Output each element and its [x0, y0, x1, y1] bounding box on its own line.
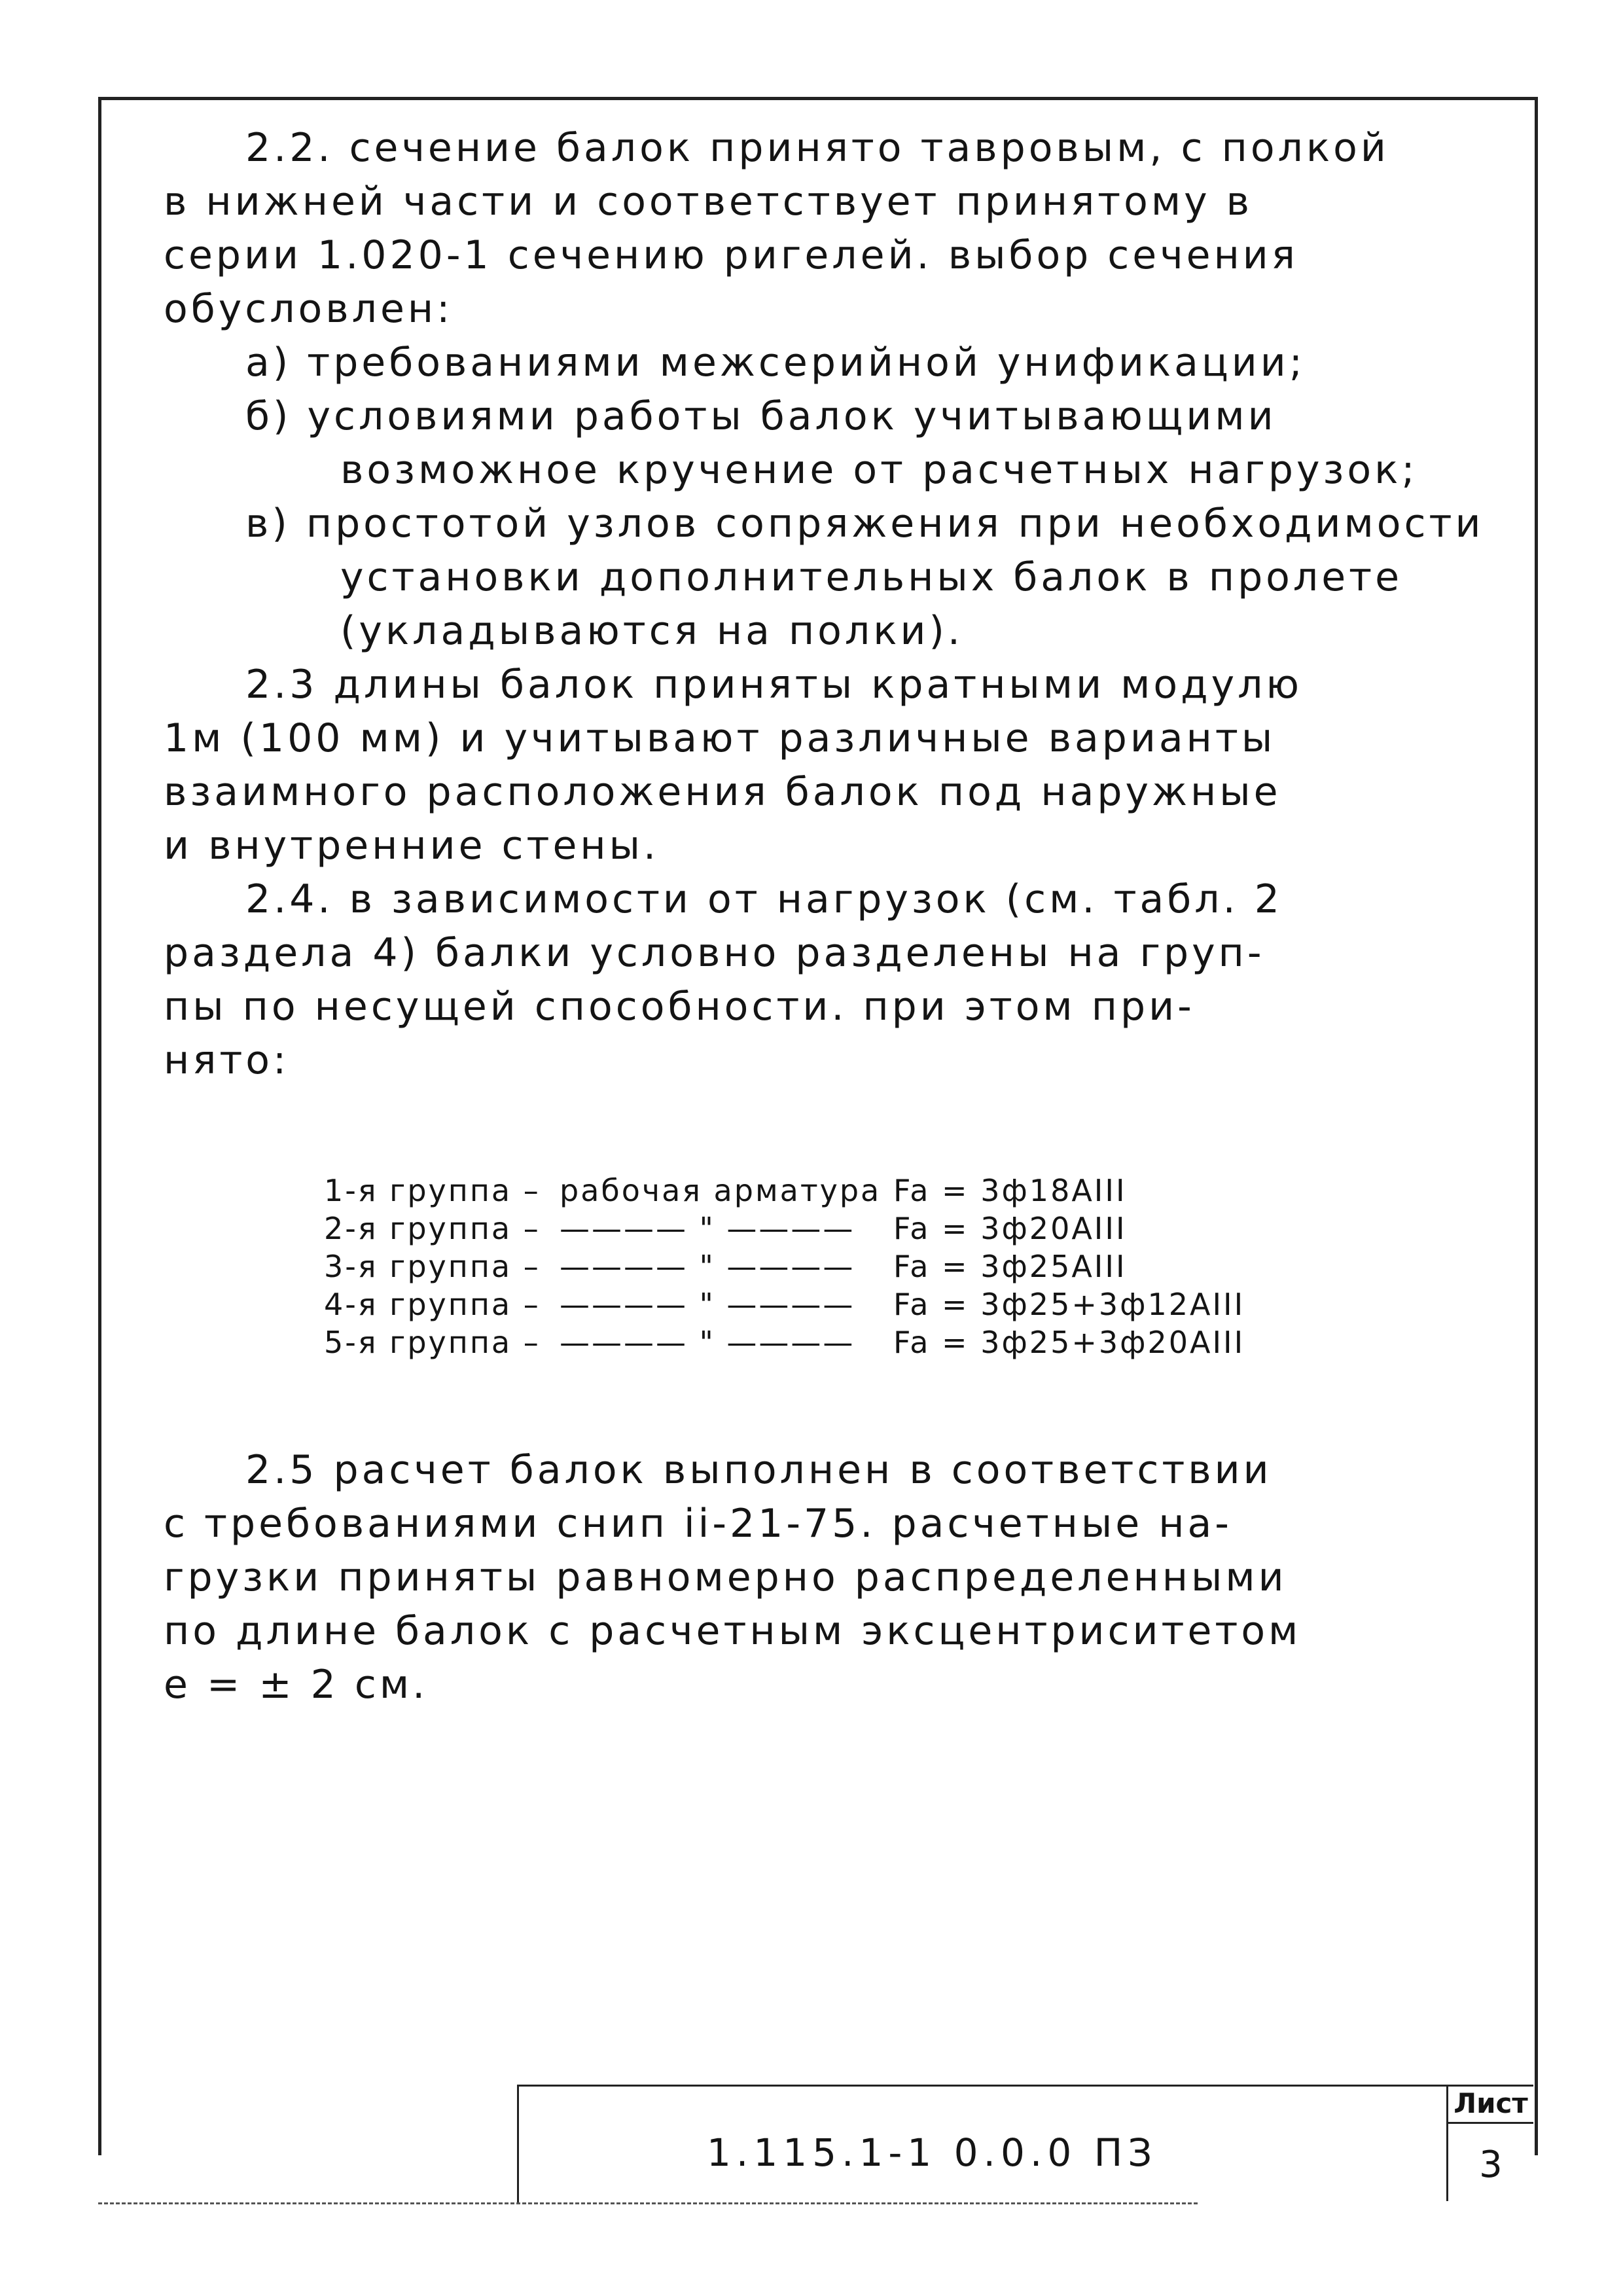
p23-line4: и внутренние стены. — [164, 823, 660, 869]
group-name: 3-я группа – — [324, 1249, 541, 1284]
p24-line1: 2.4. в зависимости от нагрузок (см. табл. 2 — [245, 876, 1283, 922]
list-item-a: а) требованиями межсерийной унификации; — [245, 340, 1306, 386]
group-formula: Fa = 3ф25+3ф20АIII — [893, 1325, 1245, 1360]
section-2-5 — [164, 1443, 1486, 1712]
sheet-cell — [1446, 2085, 1533, 2201]
group-formula: Fa = 3ф25+3ф12АIII — [893, 1287, 1245, 1322]
document-code: 1.115.1-1 0.0.0 ПЗ — [707, 2130, 1158, 2175]
p25-line4: по длине балок с расчетным эксцентриситетом — [164, 1608, 1302, 1654]
p25-line5: е = ± 2 см. — [164, 1662, 429, 1708]
p23-line2: 1м (100 мм) и учитывают различные варианты — [164, 715, 1276, 761]
group-row — [324, 1210, 1286, 1247]
p22-line3: серии 1.020-1 сечению ригелей. выбор сечения — [164, 232, 1298, 278]
sheet-number: 3 — [1479, 2144, 1503, 2186]
sheet-label: Лист — [1448, 2087, 1533, 2124]
group-name: 2-я группа – — [324, 1211, 541, 1246]
p24-line3: пы по несущей способности. при этом при- — [164, 984, 1195, 1030]
group-name: 5-я группа – — [324, 1325, 541, 1360]
group-name: 1-я группа – — [324, 1173, 541, 1208]
p24-line2: раздела 4) балки условно разделены на груп- — [164, 930, 1265, 976]
group-description: ———— " ———— — [560, 1325, 855, 1360]
p22-line2: в нижней части и соответствует принятому в — [164, 179, 1253, 224]
group-formula: Fa = 3ф20АIII — [893, 1211, 1127, 1246]
p24-line4: нято: — [164, 1037, 290, 1083]
section-2-2 — [164, 121, 1486, 1087]
group-row — [324, 1172, 1286, 1210]
group-description: ———— " ———— — [560, 1211, 855, 1246]
group-description: рабочая арматура — [560, 1173, 882, 1208]
p25-line3: грузки приняты равномерно распределенными — [164, 1554, 1287, 1600]
bottom-border — [98, 2202, 1198, 2204]
group-formula: Fa = 3ф25АIII — [893, 1249, 1127, 1284]
group-row — [324, 1323, 1286, 1361]
group-row — [324, 1285, 1286, 1323]
p23-line3: взаимного расположения балок под наружные — [164, 769, 1281, 815]
group-row — [324, 1247, 1286, 1285]
p22-line4: обусловлен: — [164, 286, 454, 332]
reinforcement-groups-list — [324, 1172, 1286, 1361]
list-item-v: в) простотой узлов сопряжения при необходимости установки дополнительных балок в пролете (укладываются на полки). — [245, 501, 1484, 654]
group-description: ———— " ———— — [560, 1249, 855, 1284]
list-item-b: б) условиями работы балок учитывающими возможное кручение от расчетных нагрузок; — [245, 393, 1418, 493]
p25-line1: 2.5 расчет балок выполнен в соответствии — [245, 1447, 1272, 1493]
group-formula: Fa = 3ф18АIII — [893, 1173, 1127, 1208]
p25-line2: с требованиями снип ii-21-75. расчетные на- — [164, 1501, 1232, 1547]
p23-line1: 2.3 длины балок приняты кратными модулю — [245, 662, 1302, 708]
p22-line1: 2.2. сечение балок принято тавровым, с полкой — [245, 125, 1389, 171]
group-description: ———— " ———— — [560, 1287, 855, 1322]
group-name: 4-я группа – — [324, 1287, 541, 1322]
